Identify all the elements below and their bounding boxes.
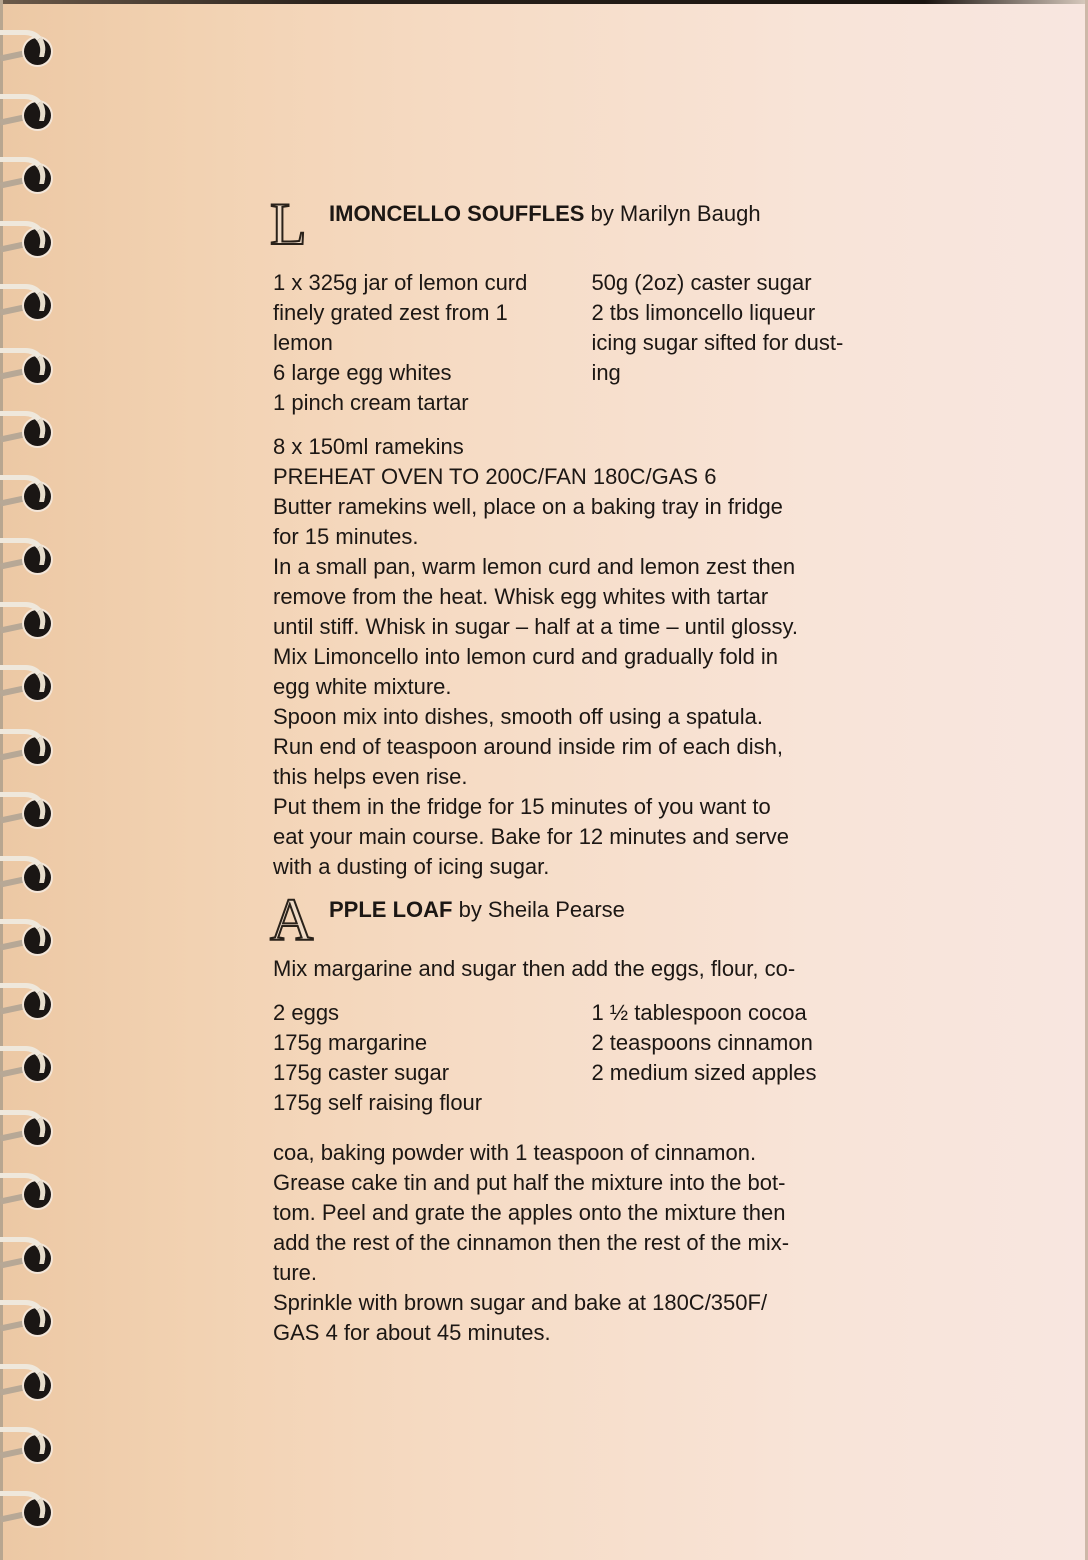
binding-ring [0,1491,56,1531]
method-line: Put them in the fridge for 15 minutes of you want to [273,794,771,819]
ring-wire [0,1173,50,1200]
binding-ring [0,30,56,70]
method-line: Grease cake tin and put half the mixture into the bot- [273,1170,786,1195]
method-line: PREHEAT OVEN TO 200C/FAN 180C/GAS 6 [273,464,717,489]
binding-ring [0,792,56,832]
ring-wire [0,157,50,184]
ring-wire [0,792,50,819]
ring-wire [0,1427,50,1454]
method-line: 8 x 150ml ramekins [273,434,464,459]
ring-wire [0,538,50,565]
ring-wire [0,475,50,502]
ring-wire [0,94,50,121]
ring-wire [0,729,50,756]
method [273,432,898,882]
recipe-title [329,201,761,227]
binding-ring [0,1427,56,1467]
ingredients-left [273,998,591,1118]
binding-ring [0,1237,56,1277]
ingredient: 2 eggs [273,1000,340,1025]
ring-wire [0,1491,50,1518]
ingredient: icing sugar sifted for dust- [591,330,844,355]
ring-wire [0,983,50,1010]
ingredient: 50g (2oz) caster sugar [591,270,812,295]
ring-wire [0,602,50,629]
ingredient: 175g self raising flour [273,1090,483,1115]
method-line: In a small pan, warm lemon curd and lemon zest then [273,554,796,579]
ring-wire [0,411,50,438]
recipe-title-row [270,887,898,954]
recipe-title-bold: PPLE LOAF [329,897,453,922]
method-line: remove from the heat. Whisk egg whites with tartar [273,584,769,609]
ingredient: 2 tbs limoncello liqueur [591,300,816,325]
ring-wire [0,1364,50,1391]
binding-ring [0,94,56,134]
binding-ring [0,1300,56,1340]
binding-ring [0,729,56,769]
method-line: Sprinkle with brown sugar and bake at 180C/350F/ [273,1290,768,1315]
binding-ring [0,475,56,515]
ring-wire [0,665,50,692]
binding-ring [0,1173,56,1213]
binding-ring [0,1364,56,1404]
method-line: coa, baking powder with 1 teaspoon of cinnamon. [273,1140,757,1165]
ring-wire [0,1300,50,1327]
binding-ring [0,411,56,451]
binding-ring [0,983,56,1023]
ingredient: 1 pinch cream tartar [273,390,469,415]
ring-wire [0,284,50,311]
ring-wire [0,1110,50,1137]
ring-wire [0,1237,50,1264]
method-line: ture. [273,1260,318,1285]
ingredient: ing [591,360,621,385]
method-line: Mix Limoncello into lemon curd and gradually fold in [273,644,779,669]
ingredients-left [273,268,591,418]
drop-cap: L [270,191,307,257]
binding-ring [0,856,56,896]
recipe-limoncello-souffles [270,191,898,882]
recipe-byline: by Sheila Pearse [458,897,625,922]
method-line: with a dusting of icing sugar. [273,854,550,879]
method-line: this helps even rise. [273,764,468,789]
ingredients [273,998,898,1118]
ring-wire [0,919,50,946]
ingredient: lemon [273,330,333,355]
method-line: eat your main course. Bake for 12 minutes and serve [273,824,790,849]
ring-wire [0,221,50,248]
page-top-edge [0,0,1088,4]
ingredient: 6 large egg whites [273,360,452,385]
method-line: Butter ramekins well, place on a baking tray in fridge [273,494,783,519]
binding-ring [0,157,56,197]
binding-ring [0,538,56,578]
ingredients-right [591,998,898,1118]
method-line: Spoon mix into dishes, smooth off using a spatula. [273,704,763,729]
binding-ring [0,221,56,261]
binding-ring [0,348,56,388]
binding-ring [0,665,56,705]
binding-ring [0,919,56,959]
recipe-byline: by Marilyn Baugh [590,201,761,226]
recipe-page [270,191,898,1348]
ingredients [273,268,898,418]
binding-ring [0,284,56,324]
ingredient: 2 medium sized apples [591,1060,817,1085]
ingredient: 1 ½ tablespoon cocoa [591,1000,807,1025]
ingredient: finely grated zest from 1 [273,300,508,325]
recipe-title [329,897,625,923]
method-line: egg white mixture. [273,674,452,699]
ring-wire [0,1046,50,1073]
method-line: tom. Peel and grate the apples onto the mixture then [273,1200,786,1225]
ingredient: 1 x 325g jar of lemon curd [273,270,528,295]
ingredient: 175g margarine [273,1030,428,1055]
method-line: until stiff. Whisk in sugar – half at a time – until glossy. [273,614,798,639]
binding-ring [0,1046,56,1086]
method-line: Run end of teaspoon around inside rim of each dish, [273,734,783,759]
ring-wire [0,348,50,375]
ingredients-right [591,268,898,418]
drop-cap: A [270,887,314,953]
recipe-apple-loaf [270,887,898,1348]
binding-ring [0,602,56,642]
recipe-title-row [270,191,898,258]
ingredient: 175g caster sugar [273,1060,450,1085]
ring-wire [0,30,50,57]
ring-wire [0,856,50,883]
intro-line: Mix margarine and sugar then add the eggs, flour, co- [273,956,796,981]
ingredient: 2 teaspoons cinnamon [591,1030,813,1055]
method [273,1138,898,1348]
method-line: for 15 minutes. [273,524,419,549]
method-line: GAS 4 for about 45 minutes. [273,1320,551,1345]
recipe-title-bold: IMONCELLO SOUFFLES [329,201,585,226]
binding-ring [0,1110,56,1150]
method-line: add the rest of the cinnamon then the rest of the mix- [273,1230,790,1255]
